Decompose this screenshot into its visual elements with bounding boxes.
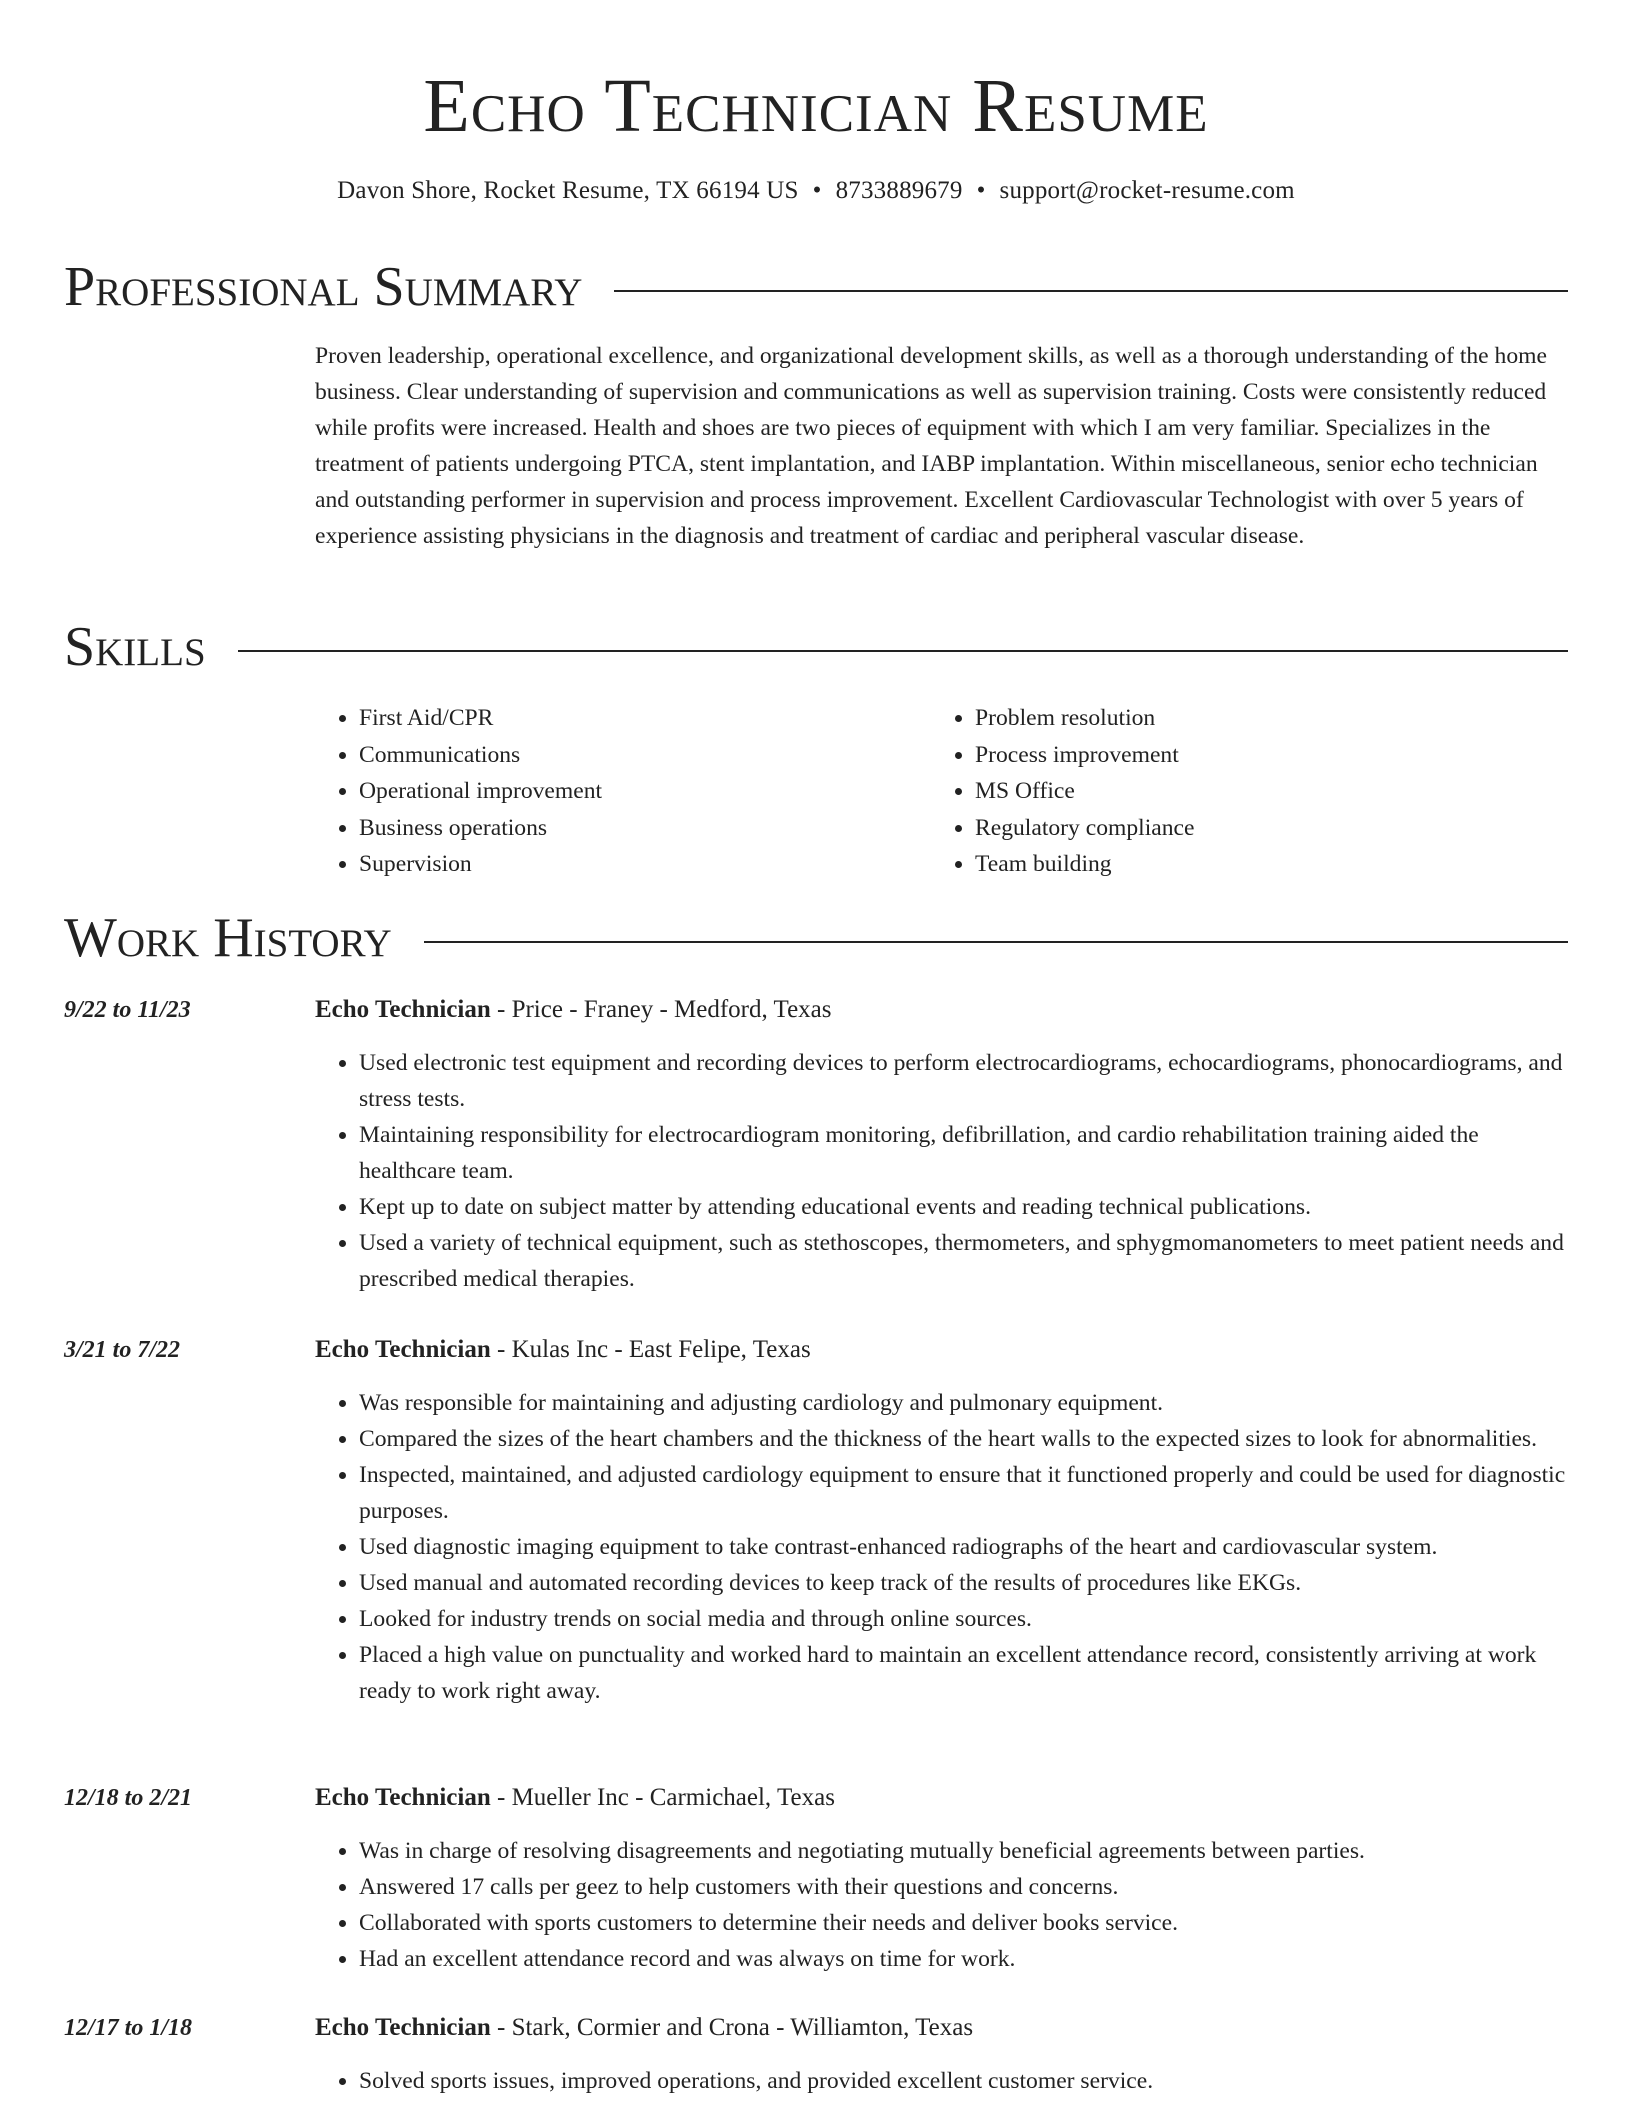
skills-list-right — [931, 700, 1575, 883]
skills-list-left — [315, 700, 919, 883]
job-bullet: • Used electronic test equipment and recording devices to perform electrocardiograms, echocardiograms, phonocardiograms, and stress tests. — [359, 1045, 1568, 1117]
section-divider — [614, 290, 1568, 292]
job-bullet: • Used manual and automated recording devices to keep track of the results of procedures like EKGs. — [359, 1565, 1568, 1601]
job-company: - Mueller Inc - Carmichael, Texas — [490, 1784, 835, 1811]
skills-section-header — [64, 614, 1568, 680]
summary-text: Proven leadership, operational excellence, and organizational development skills, as well as a thorough understanding of the home business. Clear understanding of supervision and communications as well as supervision training. Costs were consistently reduced while profits were increased. Health and shoes are two pieces of equipment with which I am very familiar. Specializes in the treatment of patients undergoing PTCA, stent implantation, and IABP implantation. Within miscellaneous, senior echo technician and outstanding performer in supervision and process improvement. Excellent Cardiovascular Technologist with over 5 years of experience assisting physicians in the diagnosis and treatment of cardiac and peripheral vascular disease. — [315, 343, 1547, 549]
contact-line — [0, 174, 1632, 208]
job-bullet: • Solved sports issues, improved operations, and provided excellent customer service. — [359, 2063, 1568, 2099]
job-bullet: • Looked for industry trends on social media and through online sources. — [359, 1601, 1568, 1637]
job-heading — [315, 1333, 811, 1367]
skill-item: • Operational improvement — [359, 773, 919, 810]
skills-heading: Skills — [64, 616, 206, 678]
summary-section-header — [64, 254, 1568, 320]
summary-heading: Professional Summary — [64, 256, 583, 318]
skill-item: • Communications — [359, 737, 919, 774]
job-company: - Kulas Inc - East Felipe, Texas — [490, 1336, 811, 1363]
skill-item: • Team building — [975, 846, 1575, 883]
job-dates: 9/22 to 11/23 — [64, 997, 191, 1023]
contact-phone: 8733889679 — [835, 177, 963, 204]
skill-item: • Regulatory compliance — [975, 810, 1575, 847]
job-bullets — [315, 1833, 1568, 1977]
job-bullet: • Inspected, maintained, and adjusted cardiology equipment to ensure that it functioned properly and could be used for diagnostic purposes. — [359, 1457, 1568, 1529]
work-section-header — [64, 905, 1568, 971]
contact-separator: • — [812, 177, 822, 204]
job-bullets — [315, 1385, 1568, 1709]
job-bullet: • Used a variety of technical equipment, such as stethoscopes, thermometers, and sphygmomanometers to meet patient needs and prescribed medical therapies. — [359, 1225, 1568, 1297]
job-title: Echo Technician — [315, 996, 491, 1023]
job-company: - Stark, Cormier and Crona - Williamton, Texas — [490, 2014, 974, 2041]
job-bullet: • Compared the sizes of the heart chambers and the thickness of the heart walls to the expected sizes to look for abnormalities. — [359, 1421, 1568, 1457]
section-divider — [424, 941, 1568, 943]
job-bullet: • Was responsible for maintaining and adjusting cardiology and pulmonary equipment. — [359, 1385, 1568, 1421]
skill-item: • Problem resolution — [975, 700, 1575, 737]
skill-item: • Business operations — [359, 810, 919, 847]
contact-address: Davon Shore, Rocket Resume, TX 66194 US — [337, 177, 799, 204]
job-bullet: • Kept up to date on subject matter by attending educational events and reading technical publications. — [359, 1189, 1568, 1225]
job-bullet: • Had an excellent attendance record and was always on time for work. — [359, 1941, 1568, 1977]
contact-email: support@rocket-resume.com — [999, 177, 1295, 204]
skill-item: • First Aid/CPR — [359, 700, 919, 737]
job-company: - Price - Franey - Medford, Texas — [490, 996, 832, 1023]
job-bullet: • Was in charge of resolving disagreements and negotiating mutually beneficial agreements between parties. — [359, 1833, 1568, 1869]
job-dates: 12/18 to 2/21 — [64, 1785, 193, 1811]
job-bullets — [315, 2063, 1568, 2099]
resume-title: Echo Technician Resume — [423, 64, 1209, 148]
work-heading: Work History — [64, 907, 392, 969]
job-dates: 12/17 to 1/18 — [64, 2015, 193, 2041]
job-heading — [315, 2011, 973, 2045]
job-title: Echo Technician — [315, 1784, 491, 1811]
job-bullet: • Answered 17 calls per geez to help customers with their questions and concerns. — [359, 1869, 1568, 1905]
section-divider — [238, 650, 1568, 652]
job-heading — [315, 993, 832, 1027]
job-bullets — [315, 1045, 1568, 1297]
job-bullet: • Collaborated with sports customers to determine their needs and deliver books service. — [359, 1905, 1568, 1941]
skill-item: • MS Office — [975, 773, 1575, 810]
job-title: Echo Technician — [315, 1336, 491, 1363]
job-title: Echo Technician — [315, 2014, 491, 2041]
job-bullet: • Placed a high value on punctuality and worked hard to maintain an excellent attendance record, consistently arriving at work ready to work right away. — [359, 1637, 1568, 1709]
job-bullet: • Used diagnostic imaging equipment to take contrast-enhanced radiographs of the heart and cardiovascular system. — [359, 1529, 1568, 1565]
job-bullet: • Maintaining responsibility for electrocardiogram monitoring, defibrillation, and cardio rehabilitation training aided the healthcare team. — [359, 1117, 1568, 1189]
job-dates: 3/21 to 7/22 — [64, 1337, 181, 1363]
contact-separator: • — [976, 177, 986, 204]
skill-item: • Supervision — [359, 846, 919, 883]
job-heading — [315, 1781, 835, 1815]
skill-item: • Process improvement — [975, 737, 1575, 774]
